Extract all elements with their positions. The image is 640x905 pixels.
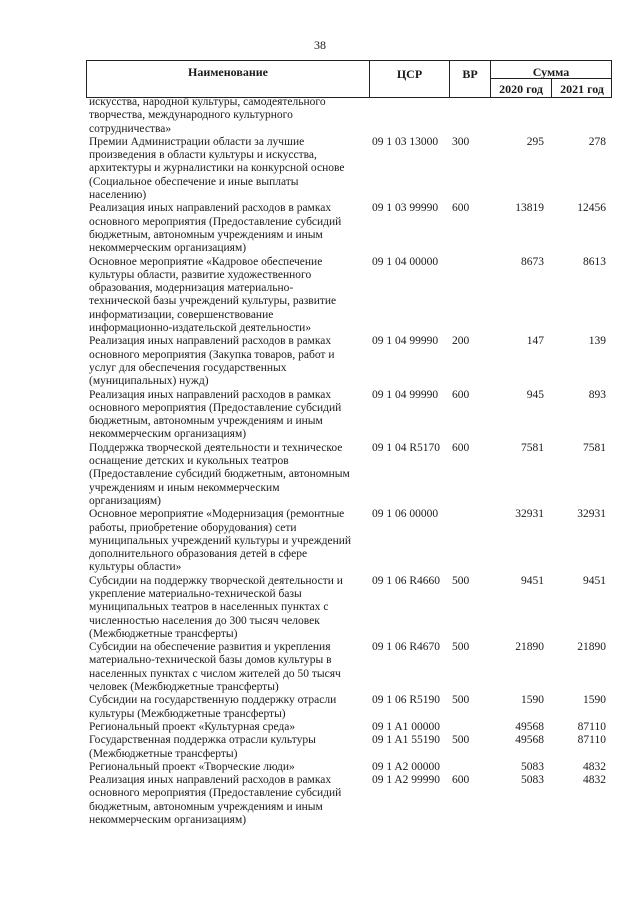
row-name-line: архитектуры и журналистики на конкурсной основе — [89, 162, 345, 175]
row-vr — [452, 721, 484, 734]
row-name-line: творчества, международного культурного — [89, 109, 293, 122]
row-csr: 09 1 A1 55190 — [372, 734, 441, 747]
row-vr: 500 — [452, 574, 470, 587]
row-name-line: Региональный проект «Культурная среда» — [89, 720, 296, 733]
row-name-line: Поддержка творческой деятельности и техническое — [89, 441, 343, 454]
row-name — [86, 721, 368, 734]
row-name — [86, 575, 368, 641]
row-name — [86, 96, 368, 136]
row-csr: 09 1 06 00000 — [372, 508, 439, 521]
row-name-line: искусства, народной культуры, самодеятельного — [89, 96, 326, 108]
row-name-line: (Межбюджетные трансферты) — [89, 747, 238, 760]
row-name-line: культуры (Межбюджетные трансферты) — [89, 707, 286, 720]
table-header — [86, 60, 612, 98]
table-body — [86, 96, 612, 827]
row-sum-2020: 147 — [526, 335, 544, 348]
row-name-line: Премии Администрации области за лучшие — [89, 135, 305, 148]
row-csr: 09 1 03 99990 — [372, 202, 439, 215]
row-sum-2021: 87110 — [577, 720, 606, 733]
row-name-line: Субсидии на государственную поддержку отрасли — [89, 694, 337, 707]
page-number: 38 — [314, 38, 326, 52]
row-name-line: технической базы учреждений культуры, развитие — [89, 295, 337, 308]
row-csr: 09 1 04 99990 — [372, 335, 439, 348]
row-csr: 09 1 A2 00000 — [372, 760, 441, 773]
header-csr: ЦСР — [369, 61, 449, 97]
row-name-line: работы, приобретение оборудования) сети — [89, 521, 297, 534]
row-vr: 600 — [452, 202, 470, 215]
header-name: Наименование — [188, 65, 268, 79]
row-sum-2021: 1590 — [583, 694, 606, 707]
row-vr: 600 — [452, 388, 470, 401]
row-name-line: основного мероприятия (Предоставление субсидий — [89, 401, 342, 414]
row-name — [86, 641, 368, 694]
header-vr: ВР — [449, 61, 490, 97]
table-row — [86, 575, 612, 641]
row-name — [86, 694, 368, 721]
row-name-line: организациям) — [89, 494, 161, 507]
row-sum-2021 — [550, 96, 610, 136]
row-vr: 500 — [452, 694, 470, 707]
row-name-line: информационно-издательской деятельности» — [89, 322, 312, 335]
row-name-line: населению) — [89, 189, 147, 202]
row-name-line: основного мероприятия (Предоставление субсидий — [89, 215, 342, 228]
row-name-line: человек (Межбюджетные трансферты) — [89, 681, 279, 694]
row-name-line: информатизации, совершенствование — [89, 308, 274, 321]
row-name-line: Субсидии на обеспечение развития и укрепления — [89, 641, 331, 654]
header-year-2021: 2021 год — [551, 79, 612, 97]
row-sum-2020: 8673 — [521, 255, 544, 268]
row-sum-2021: 32931 — [577, 508, 606, 521]
row-name-line: Государственная поддержка отрасли культуры — [89, 734, 316, 747]
row-sum-2020: 5083 — [521, 760, 544, 773]
row-sum-2021: 87110 — [577, 734, 606, 747]
row-vr: 200 — [452, 335, 470, 348]
row-name-line: сотрудничества» — [89, 122, 172, 135]
row-csr: 09 1 04 99990 — [372, 388, 439, 401]
row-name-line: Реализация иных направлений расходов в рамках — [89, 335, 332, 348]
row-name-line: Основное мероприятие «Кадровое обеспечение — [89, 255, 323, 268]
row-sum-2021: 8613 — [583, 255, 606, 268]
row-name-line: (Межбюджетные трансферты) — [89, 627, 238, 640]
row-name-line: (Социальное обеспечение и иные выплаты — [89, 175, 299, 188]
row-sum-2021: 4832 — [583, 760, 606, 773]
row-vr: 600 — [452, 774, 470, 787]
row-csr: 09 1 03 13000 — [372, 135, 439, 148]
row-csr: 09 1 04 00000 — [372, 255, 439, 268]
row-name-line: культуры области» — [89, 561, 182, 574]
row-name — [86, 335, 368, 388]
row-csr: 09 1 06 R4670 — [372, 641, 441, 654]
header-sum-group — [490, 61, 611, 97]
row-name-line: услуг для обеспечения государственных — [89, 361, 287, 374]
row-name-line: Региональный проект «Творческие люди» — [89, 760, 295, 773]
row-vr — [452, 96, 484, 136]
table-row — [86, 202, 612, 255]
row-name-line: Реализация иных направлений расходов в рамках — [89, 774, 332, 787]
row-name-line: муниципальных театров в населенных пунктах с — [89, 601, 329, 614]
row-vr — [452, 761, 484, 774]
row-name-line: некоммерческим организациям) — [89, 428, 247, 441]
row-vr: 300 — [452, 135, 470, 148]
row-name — [86, 202, 368, 255]
row-name — [86, 136, 368, 202]
table-row — [86, 389, 612, 442]
row-name — [86, 761, 368, 774]
table-row — [86, 508, 612, 574]
row-sum-2021: 12456 — [577, 202, 606, 215]
row-sum-2020: 7581 — [521, 441, 544, 454]
row-name-line: Реализация иных направлений расходов в рамках — [89, 388, 332, 401]
table-row — [86, 721, 612, 734]
row-vr: 500 — [452, 641, 470, 654]
row-name-line: образования, модернизация материально- — [89, 282, 294, 295]
table-row — [86, 136, 612, 202]
row-csr: 09 1 06 R5190 — [372, 694, 441, 707]
row-sum-2021: 4832 — [583, 774, 606, 787]
row-sum-2021: 7581 — [583, 441, 606, 454]
row-name — [86, 774, 368, 827]
row-sum-2020: 1590 — [521, 694, 544, 707]
table-row — [86, 256, 612, 336]
row-name-line: оснащение детских и кукольных театров — [89, 455, 289, 468]
row-sum-2020: 13819 — [515, 202, 544, 215]
row-sum-2020: 32931 — [515, 508, 544, 521]
table-row — [86, 734, 612, 761]
row-sum-2020: 5083 — [521, 774, 544, 787]
row-sum-2020: 945 — [526, 388, 544, 401]
row-name-line: Субсидии на поддержку творческой деятельности и — [89, 574, 343, 587]
table-row — [86, 96, 612, 136]
row-name-line: (муниципальных) нужд) — [89, 375, 209, 388]
row-csr: 09 1 A1 00000 — [372, 720, 441, 733]
row-vr: 500 — [452, 734, 470, 747]
row-sum-2020: 49568 — [515, 734, 544, 747]
row-vr — [452, 256, 484, 336]
row-name-line: учреждениям и иным некоммерческим — [89, 481, 280, 494]
row-sum-2020: 9451 — [521, 574, 544, 587]
row-name — [86, 508, 368, 574]
row-name-line: (Предоставление субсидий бюджетным, автономным — [89, 468, 350, 481]
row-name-line: Реализация иных направлений расходов в рамках — [89, 202, 332, 215]
row-sum-2021: 9451 — [583, 574, 606, 587]
table-row — [86, 761, 612, 774]
row-sum-2020: 295 — [526, 135, 544, 148]
row-name-line: основного мероприятия (Закупка товаров, работ и — [89, 348, 335, 361]
table-row — [86, 694, 612, 721]
header-year-2020: 2020 год — [499, 82, 543, 96]
row-name-line: дополнительного образования детей в сфере — [89, 548, 308, 561]
row-sum-2021: 893 — [588, 388, 606, 401]
row-name-line: населенных пунктах с числом жителей до 50 тысяч — [89, 667, 341, 680]
row-sum-2020: 49568 — [515, 720, 544, 733]
row-name — [86, 442, 368, 508]
row-name-line: численностью населения до 300 тысяч человек — [89, 614, 320, 627]
row-sum-2021: 21890 — [577, 641, 606, 654]
row-name-line: укрепление материально-технической базы — [89, 587, 302, 600]
row-sum-2020: 21890 — [515, 641, 544, 654]
row-name — [86, 734, 368, 761]
row-sum-2020 — [484, 96, 550, 136]
row-csr: 09 1 A2 99990 — [372, 774, 441, 787]
row-name-line: некоммерческим организациям) — [89, 242, 247, 255]
row-name-line: бюджетным, автономным учреждениям и иным — [89, 800, 323, 813]
row-sum-2021: 139 — [588, 335, 606, 348]
row-name-line: Основное мероприятие «Модернизация (ремонтные — [89, 508, 345, 521]
row-name-line: бюджетным, автономным учреждениям и иным — [89, 228, 323, 241]
row-name-line: бюджетным, автономным учреждениям и иным — [89, 415, 323, 428]
table-row — [86, 335, 612, 388]
row-name — [86, 256, 368, 336]
row-name — [86, 389, 368, 442]
row-name-line: некоммерческим организациям) — [89, 814, 247, 827]
row-csr: 09 1 06 R4660 — [372, 574, 441, 587]
table-row — [86, 641, 612, 694]
row-sum-2021: 278 — [588, 135, 606, 148]
header-sum: Сумма — [491, 61, 611, 79]
row-csr — [368, 96, 452, 136]
row-vr — [452, 508, 484, 574]
row-name-line: основного мероприятия (Предоставление субсидий — [89, 787, 342, 800]
row-csr: 09 1 04 R5170 — [372, 441, 441, 454]
row-vr: 600 — [452, 441, 470, 454]
row-name-line: материально-технической базы домов культуры в — [89, 654, 332, 667]
row-name-line: произведения в области культуры и искусства, — [89, 149, 317, 162]
table-row — [86, 774, 612, 827]
row-name-line: муниципальных учреждений культуры и учреждений — [89, 534, 352, 547]
row-name-line: культуры области, развитие художественного — [89, 268, 312, 281]
table-row — [86, 442, 612, 508]
